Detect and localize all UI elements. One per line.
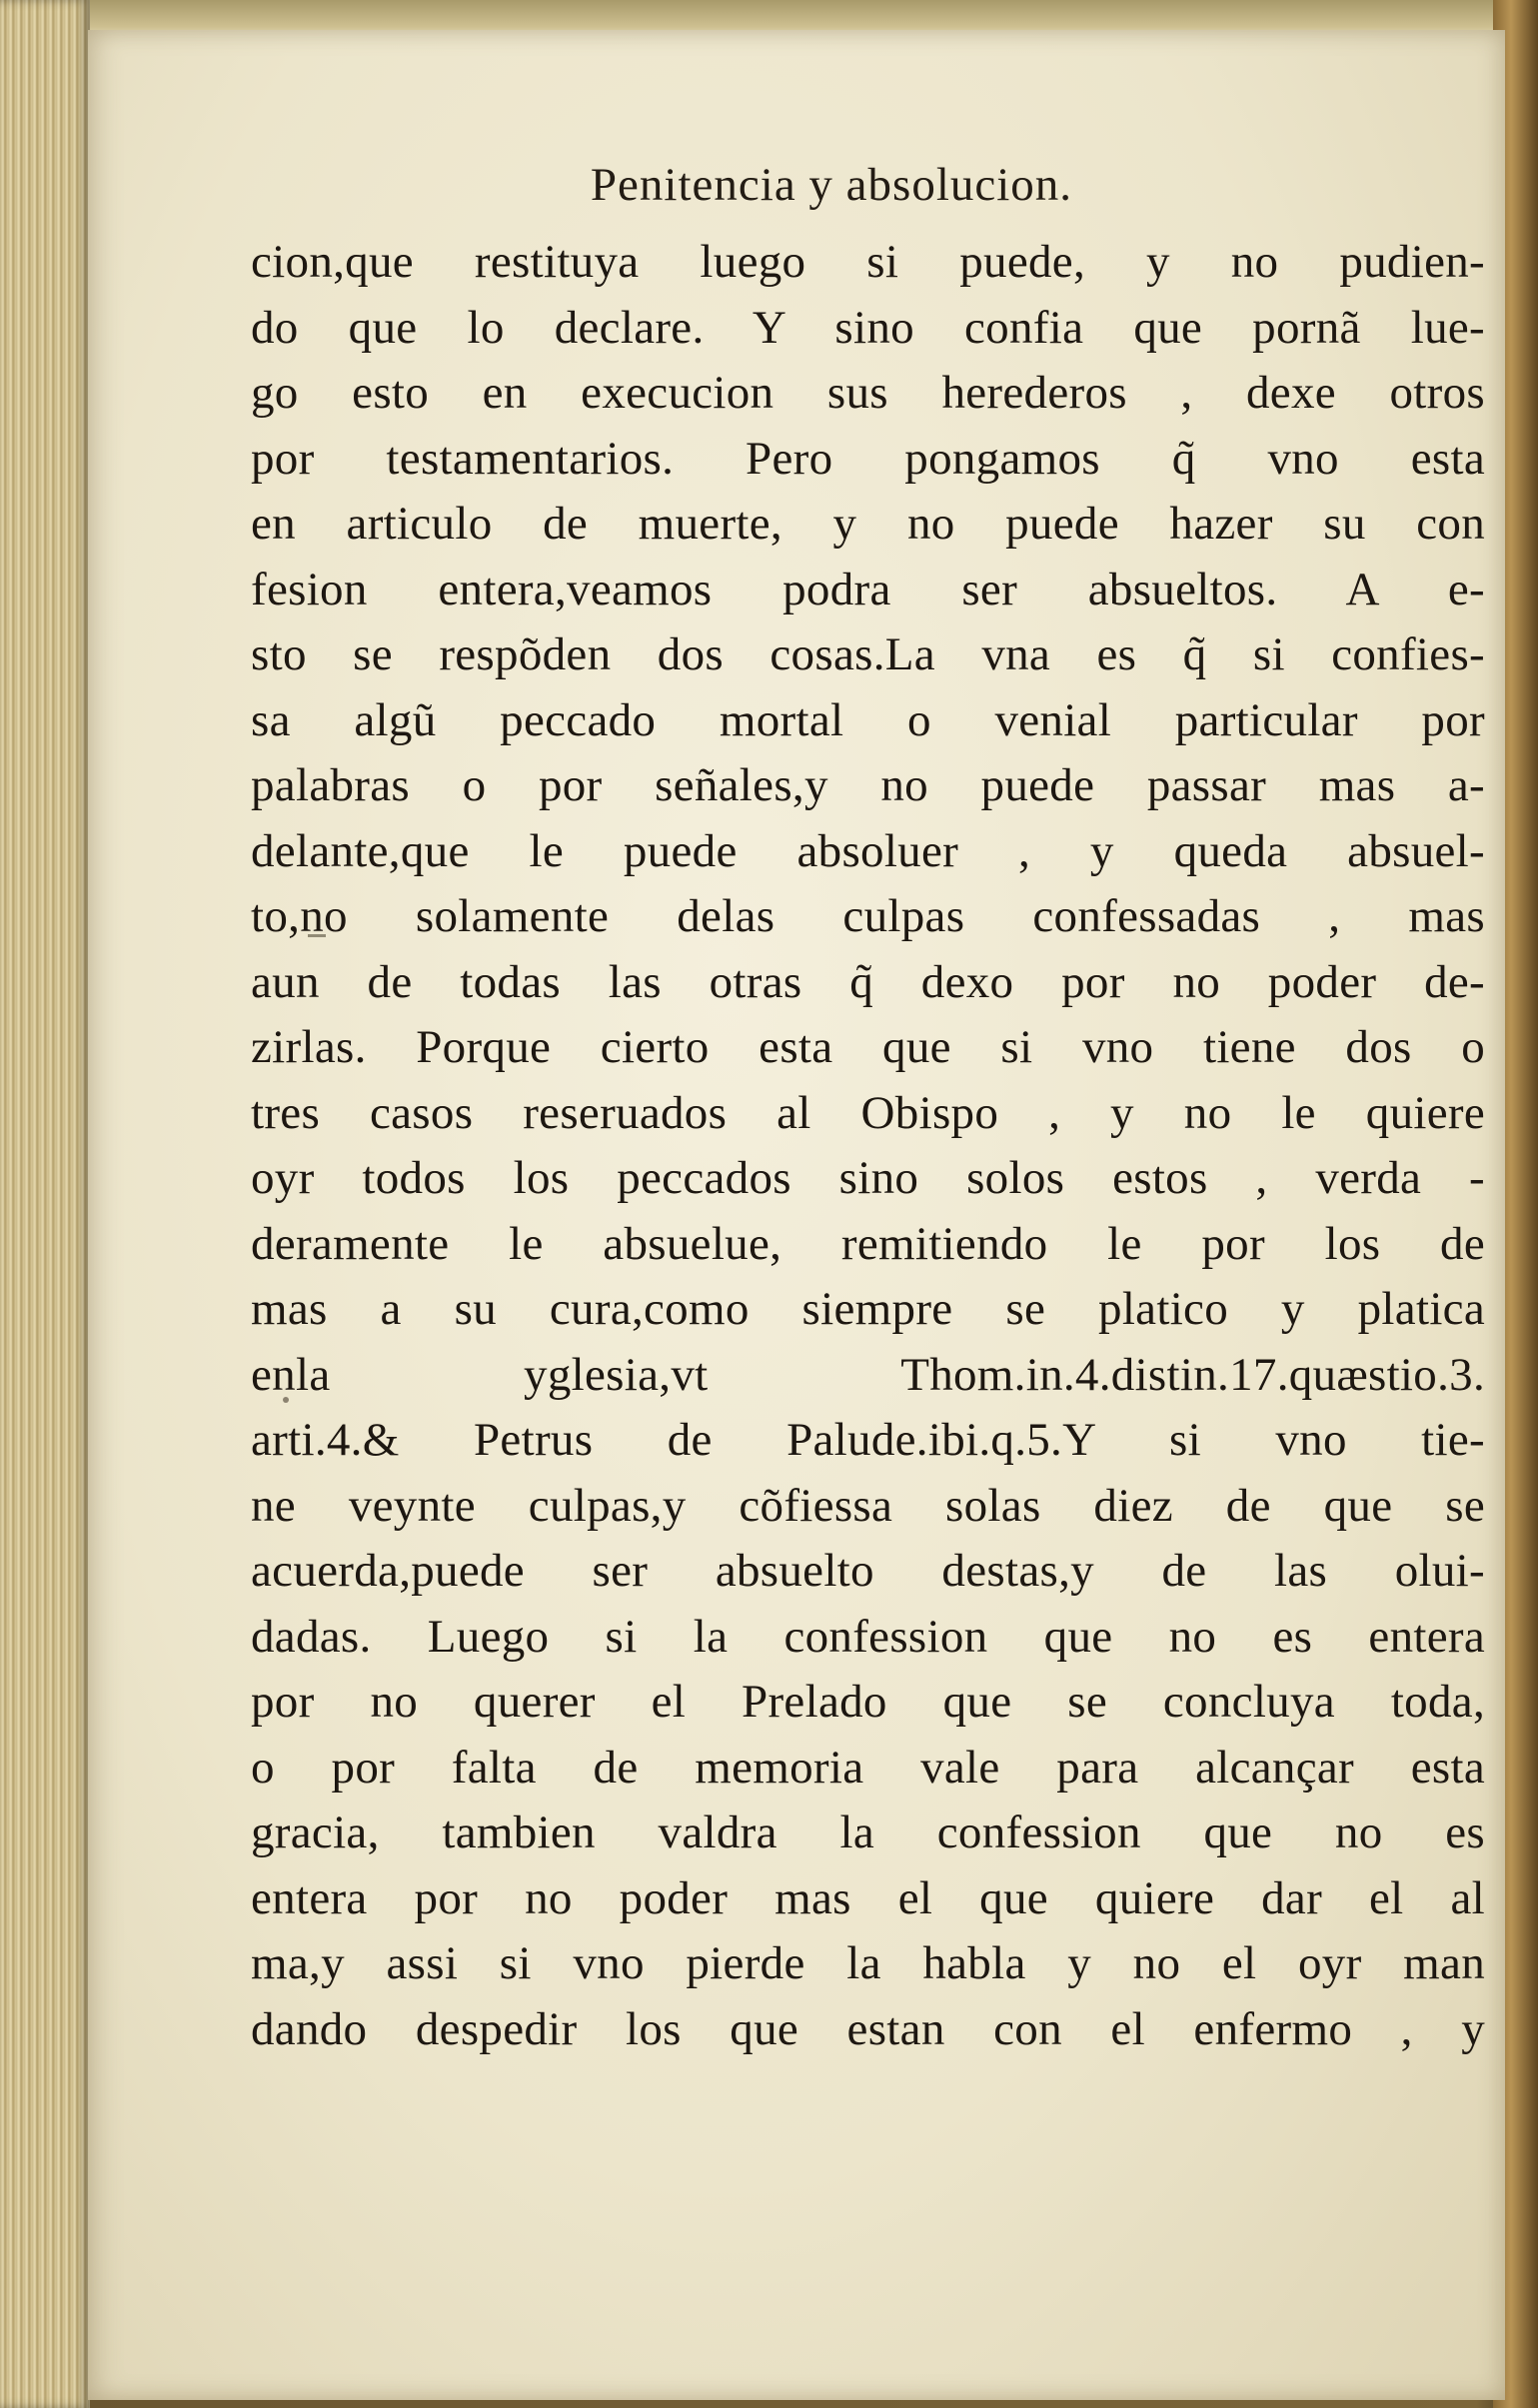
text-line: palabras o por señales,y no puede passar mas a- [251,759,1485,811]
text-line: enla yglesia,vt Thom.in.4.distin.17.quæstio.3. [251,1348,1485,1401]
text-line: oyr todos los peccados sino solos estos , verda - [251,1152,1485,1204]
text-line: deramente le absuelue, remitiendo le por los de [251,1217,1485,1270]
text-line: do que lo declare. Y sino confia que pornã lue- [251,301,1485,354]
text-line: en articulo de muerte, y no puede hazer su con [251,498,1485,550]
text-line: acuerda,puede ser absuelto destas,y de las olui- [251,1545,1485,1597]
text-line: mas a su cura,como siempre se platico y platica [251,1283,1485,1335]
body-text [251,230,1485,2062]
text-line: ma,y assi si vno pierde la habla y no el oyr man [251,1937,1485,1989]
text-line: dando despedir los que estan con el enfermo , y [251,2002,1485,2055]
text-line: fesion entera,veamos podra ser absueltos. A e- [251,563,1485,615]
text-line: zirlas. Porque cierto esta que si vno tiene dos o [251,1021,1485,1073]
text-line: sa algũ peccado mortal o venial particular por [251,693,1485,746]
text-line: tres casos reseruados al Obispo , y no le quiere [251,1086,1485,1139]
text-line: ne veynte culpas,y cõfiessa solas diez de que se [251,1479,1485,1532]
text-line: por no querer el Prelado que se concluya toda, [251,1676,1485,1728]
text-line: entera por no poder mas el que quiere dar el al [251,1871,1485,1924]
text-line: go esto en execucion sus herederos , dexe otros [251,367,1485,419]
text-line: gracia, tambien valdra la confession que no es [251,1806,1485,1858]
text-line: to,no solamente delas culpas confessadas , mas [251,890,1485,942]
text-line: delante,que le puede absoluer , y queda absuel- [251,824,1485,877]
text-line: por testamentarios. Pero pongamos q̃ vno esta [251,432,1485,485]
book-page [88,30,1505,2400]
text-line: sto se respõden dos cosas.La vna es q̃ si confies- [251,628,1485,680]
running-head: Penitencia y absolucion. [590,159,1073,211]
book-edge-left [0,0,90,2408]
text-line: aun de todas las otras q̃ dexo por no poder de- [251,955,1485,1008]
text-line: cion,que restituya luego si puede, y no pudien- [251,236,1485,288]
text-line: o por falta de memoria vale para alcançar esta [251,1741,1485,1794]
text-line: arti.4.& Petrus de Palude.ibi.q.5.Y si vno tie- [251,1414,1485,1466]
text-line: dadas. Luego si la confession que no es entera [251,1610,1485,1663]
